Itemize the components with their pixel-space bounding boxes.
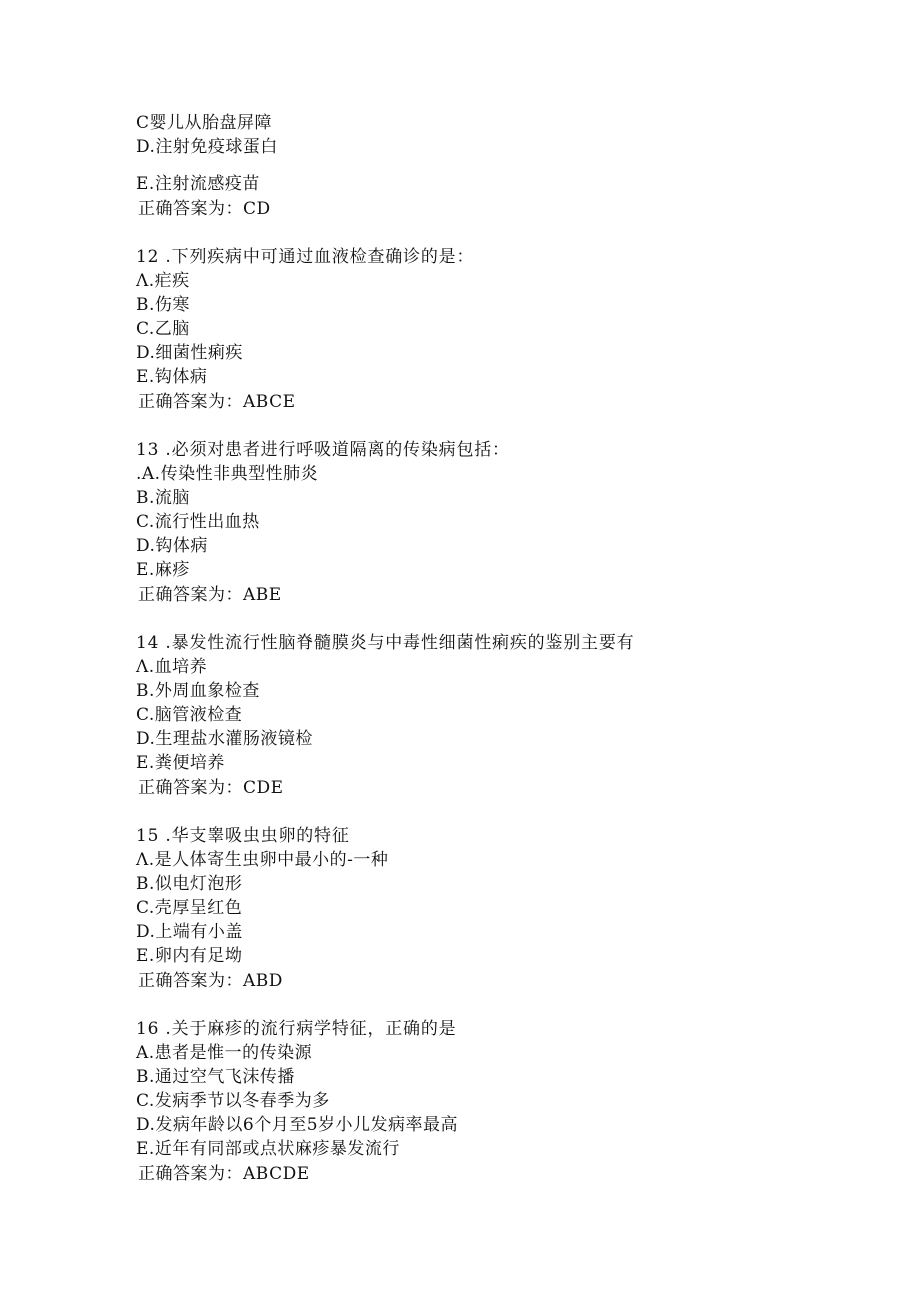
option-e: E.注射流感疫苗 [136, 174, 260, 194]
option-c: C.脑管液检查 [136, 705, 243, 725]
option-b: B.流脑 [136, 488, 190, 508]
option-a: Λ.血培养 [136, 657, 208, 677]
option-a: Λ.疟疾 [136, 271, 190, 291]
answer-line: 正确答案为：ABD [138, 971, 283, 991]
question-title: 12 .下列疾病中可通过血液检查确诊的是： [136, 247, 475, 267]
answer-line: 正确答案为：ABE [138, 585, 282, 605]
option-a: A.患者是惟一的传染源 [136, 1043, 313, 1063]
option-d: D.上端有小盖 [136, 922, 243, 942]
option-c: C.流行性出血热 [136, 512, 260, 532]
option-e: E.麻疹 [136, 560, 190, 580]
option-e: E.钩体病 [136, 367, 208, 387]
option-c: C婴儿从胎盘屏障 [136, 113, 273, 133]
option-e: E.卵内有足坳 [136, 946, 243, 966]
option-c: C.壳厚呈红色 [136, 898, 243, 918]
option-d: D.发病年龄以6个月至5岁小儿发病率最高 [136, 1115, 459, 1135]
option-b: B.伤寒 [136, 295, 190, 315]
option-b: B.似电灯泡形 [136, 874, 243, 894]
option-a: Λ.是人体寄生虫卵中最小的-一种 [136, 850, 389, 870]
option-a: .A.传染性非典型性肺炎 [136, 464, 319, 484]
option-d: D.钩体病 [136, 536, 208, 556]
option-e: E.粪便培养 [136, 753, 225, 773]
option-d: D.注射免疫球蛋白 [136, 137, 278, 157]
answer-line: 正确答案为：ABCE [138, 392, 296, 412]
question-title: 14 .暴发性流行性脑脊髓膜炎与中毒性细菌性痢疾的鉴别主要有 [136, 633, 635, 653]
option-d: D.生理盐水灌肠液镜检 [136, 729, 313, 749]
question-title: 13 .必须对患者进行呼吸道隔离的传染病包括： [136, 440, 510, 460]
answer-line: 正确答案为：ABCDE [138, 1164, 310, 1184]
option-b: B.外周血象检查 [136, 681, 260, 701]
answer-line: 正确答案为：CDE [138, 778, 284, 798]
option-d: D.细菌性痢疾 [136, 343, 243, 363]
question-title: 16 .关于麻疹的流行病学特征，正确的是 [136, 1019, 457, 1039]
option-c: C.乙脑 [136, 319, 190, 339]
option-c: C.发病季节以冬春季为多 [136, 1091, 330, 1111]
question-title: 15 .华支睾吸虫虫卵的特征 [136, 826, 350, 846]
answer-line: 正确答案为：CD [138, 199, 271, 219]
option-e: E.近年有同部或点状麻疹暴发流行 [136, 1139, 400, 1159]
option-b: B.通过空气飞沫传播 [136, 1067, 295, 1087]
